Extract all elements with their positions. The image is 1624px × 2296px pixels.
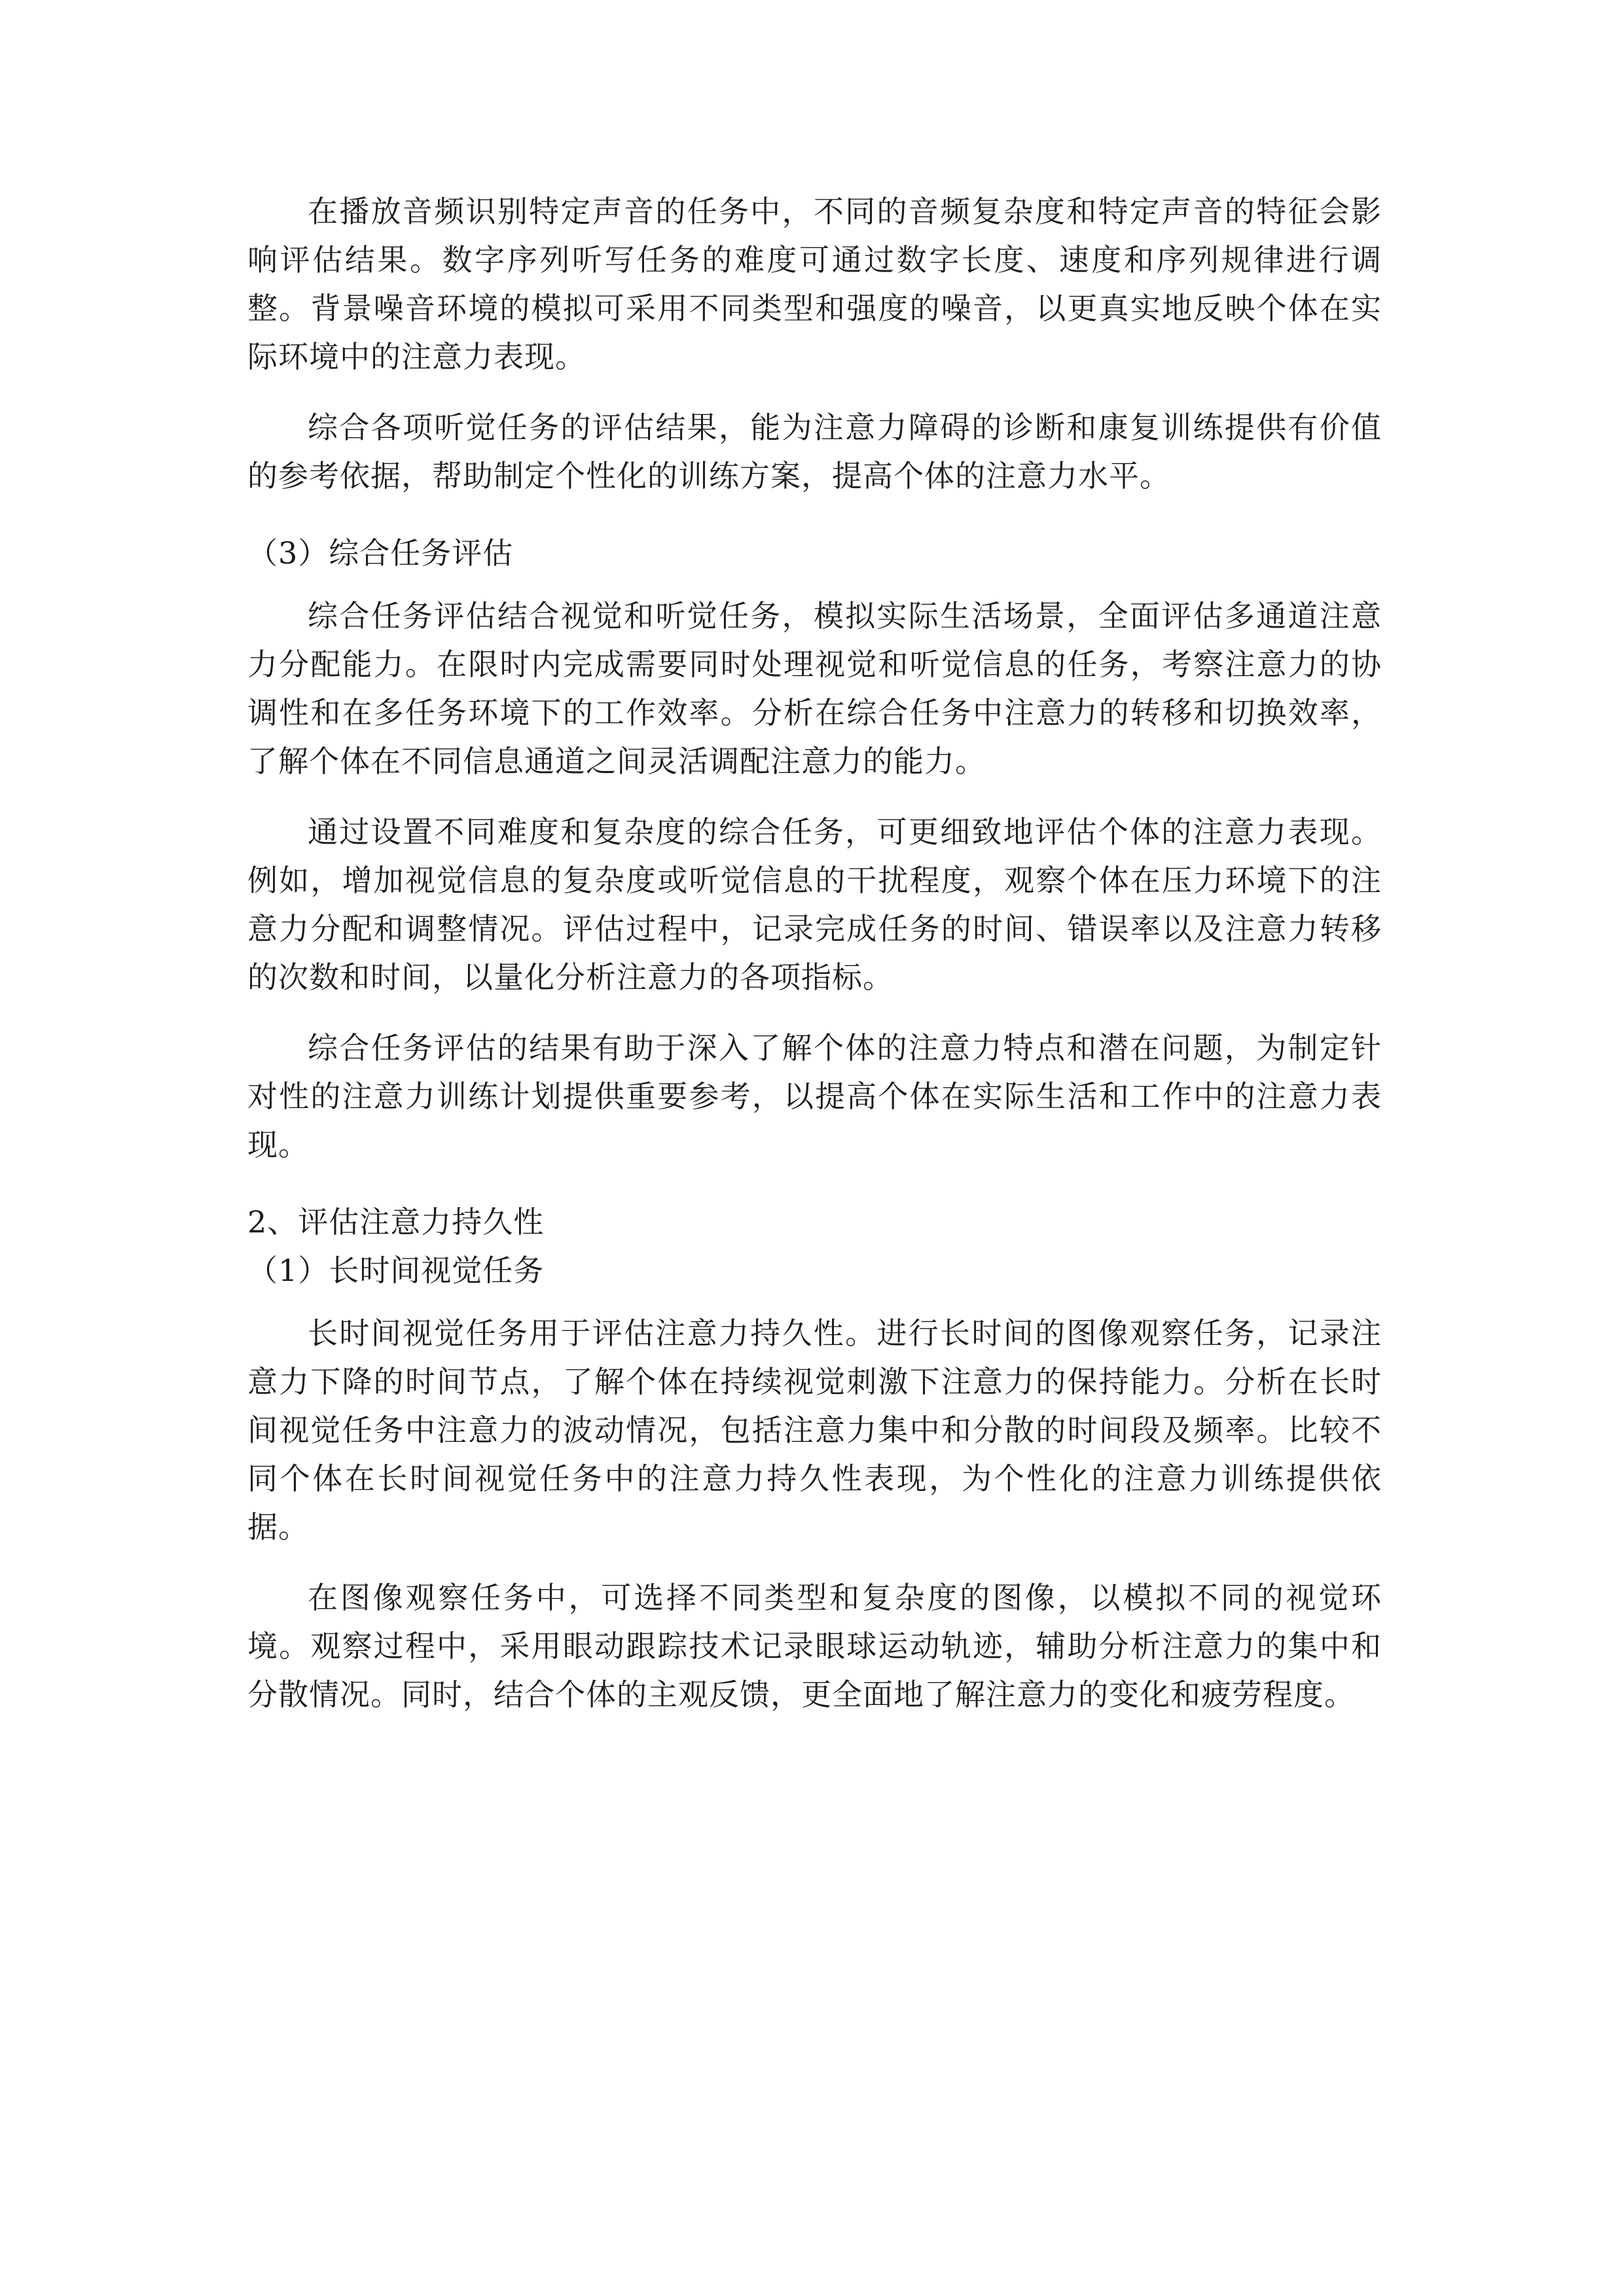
- subheading-comprehensive-task: （3）综合任务评估: [247, 535, 514, 571]
- paragraph-comprehensive-task-results: 综合任务评估的结果有助于深入了解个体的注意力特点和潜在问题，为制定针对性的注意力训练计划提供重要参考，以提高个体在实际生活和工作中的注意力表现。: [247, 1030, 1382, 1162]
- paragraph-comprehensive-task-difficulty: 通过设置不同难度和复杂度的综合任务，可更细致地评估个体的注意力表现。例如，增加视觉信息的复杂度或听觉信息的干扰程度，观察个体在压力环境下的注意力分配和调整情况。评估过程中，记录完成任务的时间、错误率以及注意力转移的次数和时间，以量化分析注意力的各项指标。: [247, 814, 1382, 995]
- paragraph-image-observation: 在图像观察任务中，可选择不同类型和复杂度的图像，以模拟不同的视觉环境。观察过程中，采用眼动跟踪技术记录眼球运动轨迹，辅助分析注意力的集中和分散情况。同时，结合个体的主观反馈，更全面地了解注意力的变化和疲劳程度。: [247, 1580, 1382, 1712]
- paragraph-comprehensive-task-intro: 综合任务评估结合视觉和听觉任务，模拟实际生活场景，全面评估多通道注意力分配能力。在限时内完成需要同时处理视觉和听觉信息的任务，考察注意力的协调性和在多任务环境下的工作效率。分析在综合任务中注意力的转移和切换效率，了解个体在不同信息通道之间灵活调配注意力的能力。: [247, 598, 1382, 779]
- paragraph-audio-task-factors: 在播放音频识别特定声音的任务中，不同的音频复杂度和特定声音的特征会影响评估结果。数字序列听写任务的难度可通过数字长度、速度和序列规律进行调整。背景噪音环境的模拟可采用不同类型和强度的噪音，以更真实地反映个体在实际环境中的注意力表现。: [247, 194, 1382, 374]
- subheading-long-visual-task: （1）长时间视觉任务: [247, 1253, 545, 1288]
- paragraph-long-visual-task-intro: 长时间视觉任务用于评估注意力持久性。进行长时间的图像观察任务，记录注意力下降的时间节点，了解个体在持续视觉刺激下注意力的保持能力。分析在长时间视觉任务中注意力的波动情况，包括注意力集中和分散的时间段及频率。比较不同个体在长时间视觉任务中的注意力持久性表现，为个性化的注意力训练提供依据。: [247, 1316, 1382, 1545]
- document-body: [247, 187, 1382, 1719]
- paragraph-auditory-results: 综合各项听觉任务的评估结果，能为注意力障碍的诊断和康复训练提供有价值的参考依据，帮助制定个性化的训练方案，提高个体的注意力水平。: [247, 410, 1382, 493]
- heading-attention-persistence: 2、评估注意力持久性: [247, 1204, 545, 1240]
